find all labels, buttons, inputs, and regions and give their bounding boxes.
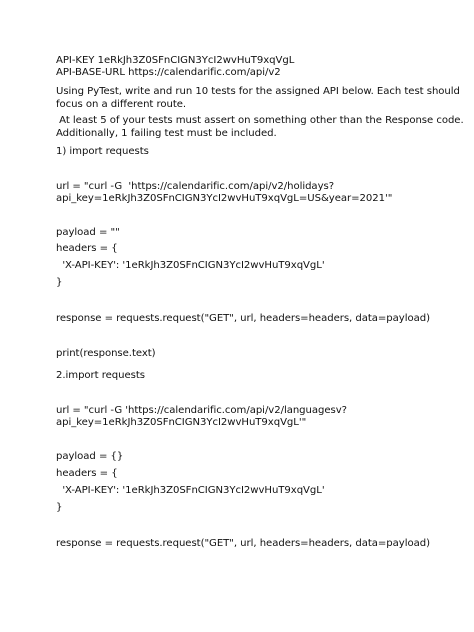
code-line: url = "curl -G 'https://calendarific.com/api/v2/holidays? <box>56 181 335 192</box>
code-line: url = "curl -G 'https://calendarific.com/api/v2/languagesv? <box>56 405 347 416</box>
code-line: print(response.text) <box>56 348 156 359</box>
code-line: 'X-API-KEY': '1eRkJh3Z0SFnCIGN3YcI2wvHuT9xqVgL' <box>56 485 325 496</box>
requirement-line: Additionally, 1 failing test must be included. <box>56 128 277 139</box>
code-line: } <box>56 277 63 288</box>
api-key-line: API-KEY 1eRkJh3Z0SFnCIGN3YcI2wvHuT9xqVgL <box>56 55 295 66</box>
code-line: payload = "" <box>56 227 120 238</box>
api-base-url-line: API-BASE-URL https://calendarific.com/api/v2 <box>56 67 281 78</box>
code-line: api_key=1eRkJh3Z0SFnCIGN3YcI2wvHuT9xqVgL'" <box>56 417 307 428</box>
instruction-line: Using PyTest, write and run 10 tests for the assigned API below. Each test should <box>56 86 460 97</box>
code-line: 'X-API-KEY': '1eRkJh3Z0SFnCIGN3YcI2wvHuT9xqVgL' <box>56 260 325 271</box>
code-line: 2.import requests <box>56 370 145 381</box>
code-line: api_key=1eRkJh3Z0SFnCIGN3YcI2wvHuT9xqVgL=US&year=2021'" <box>56 193 393 204</box>
code-line: payload = {} <box>56 451 124 462</box>
instruction-line: focus on a different route. <box>56 99 187 110</box>
code-line: } <box>56 502 63 513</box>
code-line: headers = { <box>56 468 118 479</box>
code-line: 1) import requests <box>56 146 149 157</box>
requirement-line: At least 5 of your tests must assert on something other than the Response code. <box>56 115 464 126</box>
code-line: headers = { <box>56 243 118 254</box>
code-line: response = requests.request("GET", url, headers=headers, data=payload) <box>56 538 430 549</box>
code-line: response = requests.request("GET", url, headers=headers, data=payload) <box>56 313 430 324</box>
